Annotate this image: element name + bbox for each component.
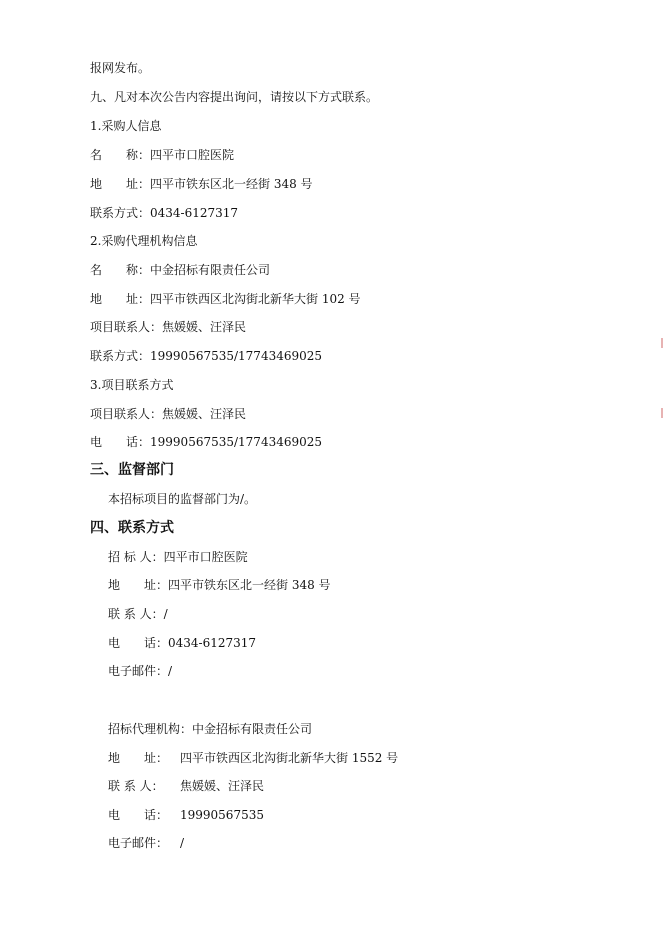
tenderer-person: / (163, 607, 168, 621)
tenderer-phone: 0434-6127317 (168, 636, 257, 650)
project-contact-heading: 3.项目联系方式 (90, 378, 174, 392)
purchaser-contact-row (90, 206, 238, 220)
agency-address-label: 地 址： (90, 292, 151, 306)
agent-email-label: 电子邮件： (108, 836, 169, 850)
purchaser-heading: 1.采购人信息 (90, 119, 162, 133)
project-phone-row (90, 435, 322, 449)
inquiry-intro: 九、凡对本次公告内容提出询问，请按以下方式联系。 (90, 90, 379, 104)
agency-person: 焦媛媛、汪泽民 (162, 320, 247, 334)
project-person-row (90, 407, 246, 421)
tenderer-email-label: 电子邮件： (108, 664, 169, 678)
agent-phone: 19990567535 (180, 808, 264, 822)
agent-email-row (108, 836, 184, 850)
agency-contact-label: 联系方式： (90, 349, 151, 363)
tenderer-email: / (168, 664, 173, 678)
agency-name-row (90, 263, 270, 277)
purchaser-address-label: 地 址： (90, 177, 151, 191)
tenderer-person-label: 联 系 人： (108, 607, 164, 621)
agent-row (108, 722, 312, 736)
agent-email: / (180, 836, 185, 850)
purchaser-address-row (90, 177, 313, 191)
supervision-text: 本招标项目的监督部门为/。 (108, 492, 257, 506)
project-person-label: 项目联系人： (90, 407, 163, 421)
agency-heading: 2.采购代理机构信息 (90, 234, 198, 248)
agency-contact-row (90, 349, 322, 363)
agency-name: 中金招标有限责任公司 (150, 263, 271, 277)
tenderer-address-label: 地 址： (108, 578, 169, 592)
agent-person-row (108, 779, 264, 793)
tenderer-value: 四平市口腔医院 (163, 550, 248, 564)
agency-person-label: 项目联系人： (90, 320, 163, 334)
project-person: 焦媛媛、汪泽民 (162, 407, 247, 421)
agency-address-row (90, 292, 361, 306)
purchaser-name-row (90, 148, 234, 162)
agent-person: 焦媛媛、汪泽民 (180, 779, 265, 793)
tenderer-address: 四平市铁东区北一经街 348 号 (168, 578, 331, 592)
purchaser-address: 四平市铁东区北一经街 348 号 (150, 177, 313, 191)
tenderer-label: 招 标 人： (108, 550, 164, 564)
agent-address-label: 地 址： (108, 751, 169, 765)
agent-phone-row (108, 808, 264, 822)
contacts-heading: 四、联系方式 (90, 520, 174, 536)
agency-person-row (90, 320, 246, 334)
tenderer-phone-row (108, 636, 256, 650)
tenderer-phone-label: 电 话： (108, 636, 169, 650)
agent-address-row (108, 751, 398, 765)
tenderer-person-row (108, 607, 168, 621)
agency-address: 四平市铁西区北沟街北新华大街 102 号 (150, 292, 361, 306)
agent-address: 四平市铁西区北沟街北新华大街 1552 号 (180, 751, 399, 765)
tenderer-email-row (108, 664, 172, 678)
project-phone: 19990567535/17743469025 (150, 435, 323, 449)
agent-label: 招标代理机构： (108, 722, 193, 736)
purchaser-name-label: 名 称： (90, 148, 151, 162)
agency-contact: 19990567535/17743469025 (150, 349, 323, 363)
continuation-text: 报网发布。 (90, 61, 151, 75)
purchaser-contact-label: 联系方式： (90, 206, 151, 220)
tenderer-row (108, 550, 248, 564)
agent-phone-label: 电 话： (108, 808, 169, 822)
agent-value: 中金招标有限责任公司 (192, 722, 313, 736)
supervision-heading: 三、监督部门 (90, 462, 174, 478)
project-phone-label: 电 话： (90, 435, 151, 449)
purchaser-name: 四平市口腔医院 (150, 148, 235, 162)
tenderer-address-row (108, 578, 331, 592)
agency-name-label: 名 称： (90, 263, 151, 277)
purchaser-contact: 0434-6127317 (150, 206, 239, 220)
agent-person-label: 联 系 人： (108, 779, 164, 793)
